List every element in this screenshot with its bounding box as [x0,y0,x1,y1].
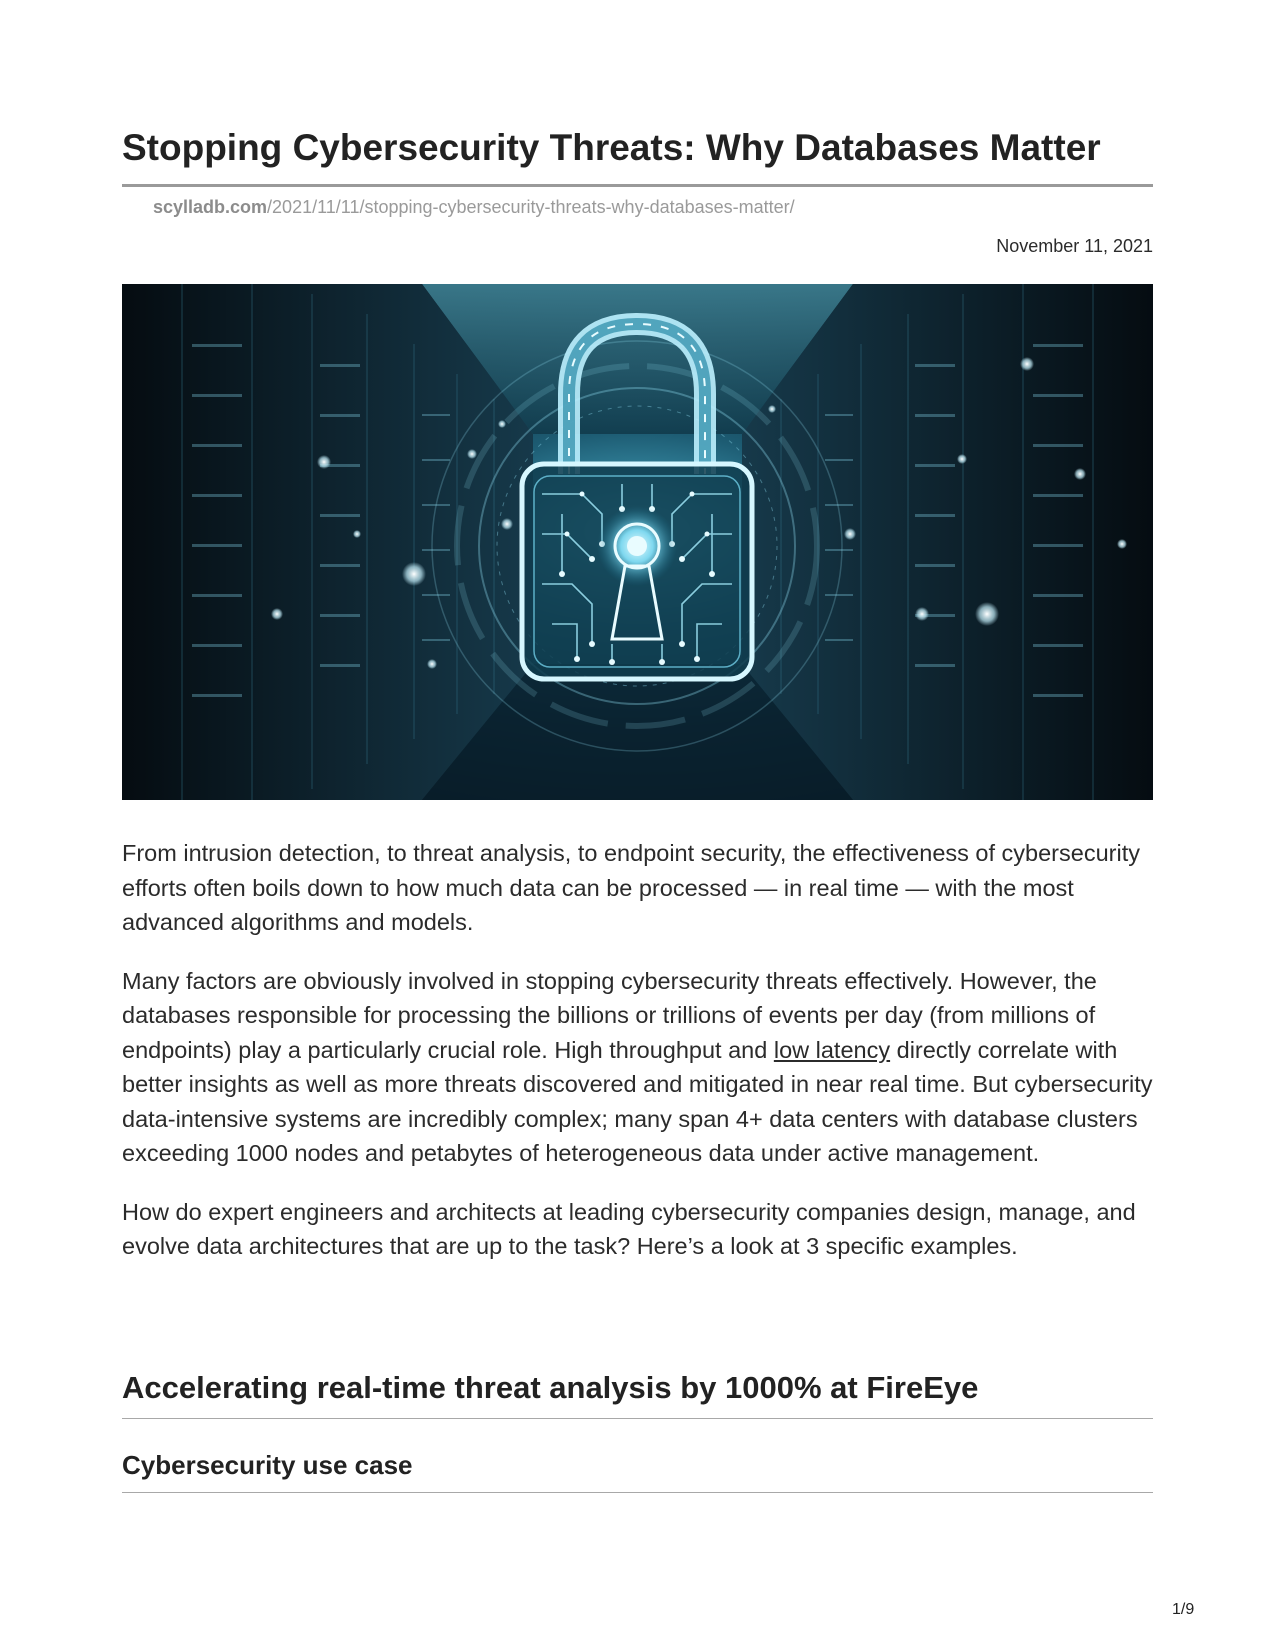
section-heading: Accelerating real-time threat analysis by 1000% at FireEye [122,1370,979,1405]
article-title: Stopping Cybersecurity Threats: Why Databases Matter [122,127,1101,168]
source-domain: scylladb.com [153,197,268,217]
page-number: 1/9 [1172,1601,1195,1618]
padlock-circuit-icon [122,284,1153,800]
title-divider [122,184,1153,187]
subsection-heading-divider [122,1492,1153,1493]
paragraph-3: How do expert engineers and architects at leading cybersecurity companies design, manage, and evolve data architectures that are up to the task? Here’s a look at 3 specific examples. [122,1198,1136,1259]
paragraph-2 [122,964,1153,1171]
hero-image [122,284,1153,800]
article-body [122,836,1153,1288]
source-url[interactable] [153,197,795,218]
low-latency-link[interactable]: low latency [773,1036,891,1063]
source-path: /2021/11/11/stopping-cybersecurity-threats-why-databases-matter/ [267,197,795,217]
section-heading-divider [122,1418,1153,1419]
paragraph-2-text-before: Many factors are obviously involved in stopping cybersecurity threats effectively. However, the databases responsible for processing the billions or trillions of events per day (from millions of endpoints) play a particularly crucial role. High throughput and [122,967,1097,1063]
subsection-heading: Cybersecurity use case [122,1450,413,1480]
publish-date: November 11, 2021 [996,236,1153,256]
paragraph-2-text-after: directly correlate with better insights as well as more threats discovered and mitigated in near real time. But cybersecurity data-intensive systems are incredibly complex; many span 4+ data centers with database clusters exceeding 1000 nodes and petabytes of heterogeneous data under active management. [122,1036,1153,1166]
paragraph-1: From intrusion detection, to threat analysis, to endpoint security, the effectiveness of cybersecurity efforts often boils down to how much data can be processed — in real time — with the most advanced algorithms and models. [122,840,1140,935]
